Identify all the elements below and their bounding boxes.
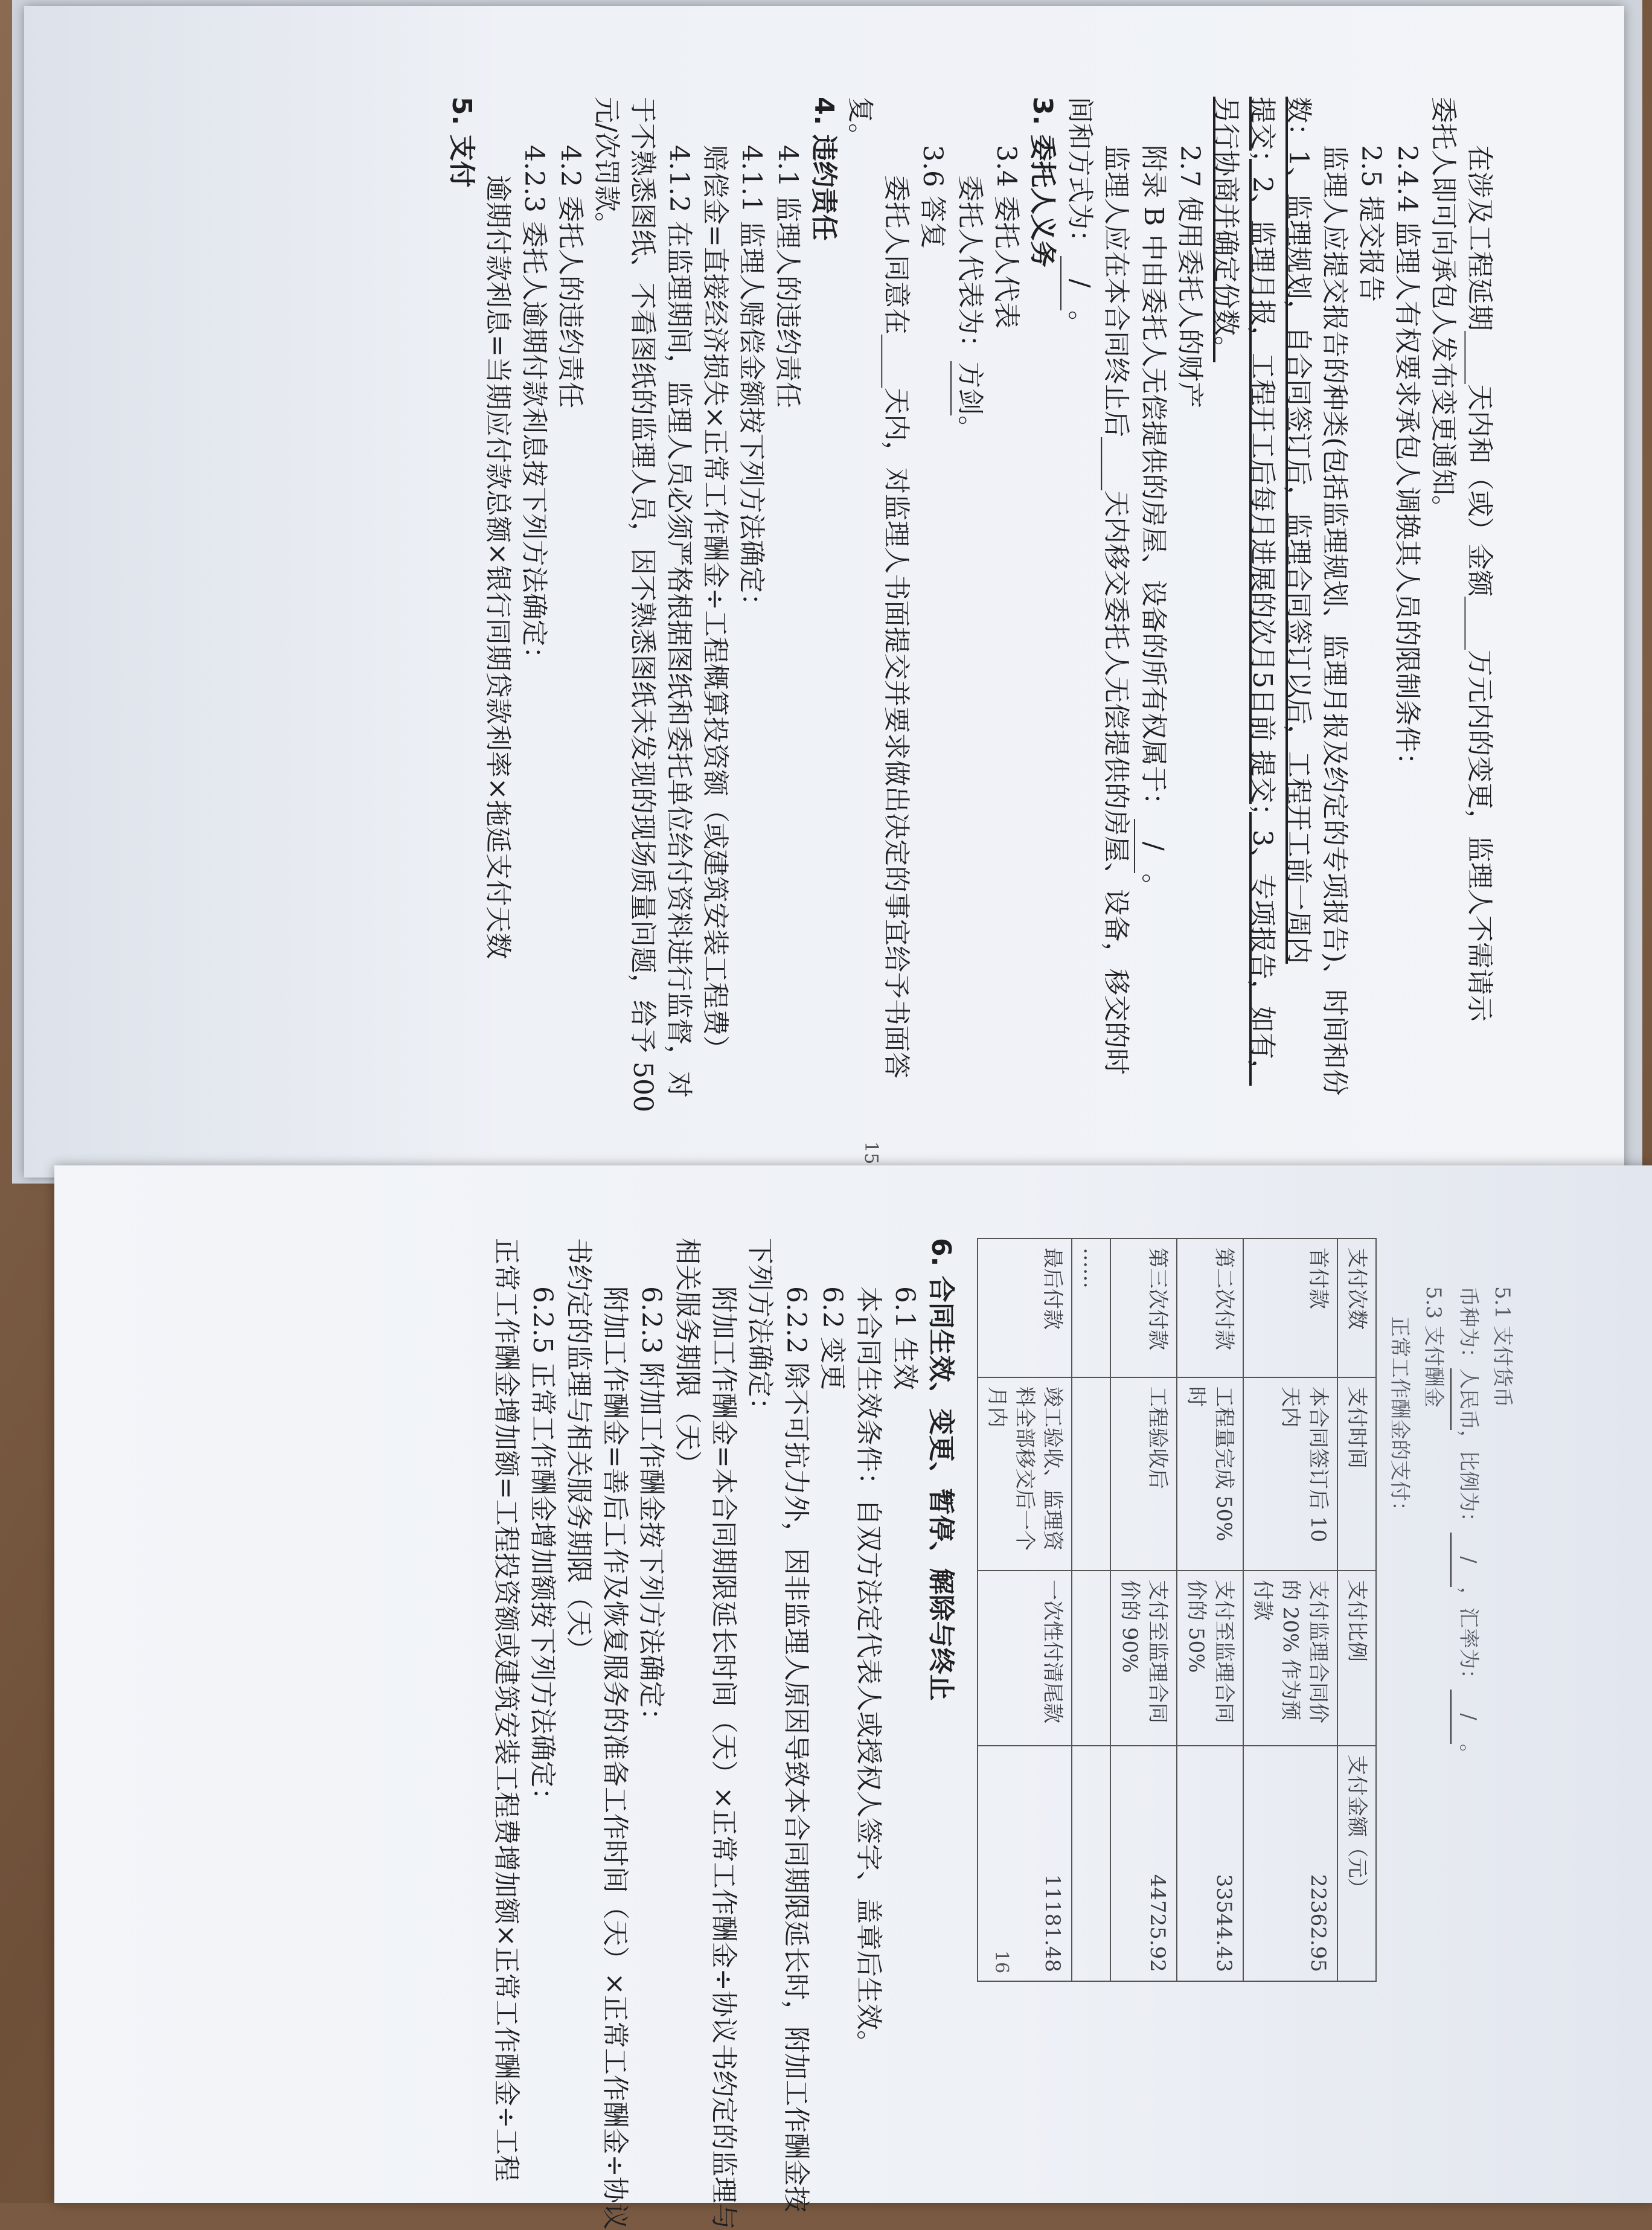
- text-line: 另行协商并确定份数。: [1211, 97, 1241, 362]
- text-line: 在涉及工程延期____天内和（或）金额____万元内的变更，监理人不需请示: [1464, 145, 1495, 1022]
- table-header-cell: 支付次数: [1337, 1238, 1376, 1377]
- section-heading: 3. 委托人义务: [1027, 97, 1058, 268]
- table-cell: 44725.92: [1110, 1746, 1177, 1981]
- table-cell: [1072, 1377, 1110, 1571]
- text-line: 4.1.1 监理人赔偿金额按下列方法确定：: [736, 145, 767, 620]
- text-span: 间和方式为：: [1065, 97, 1095, 256]
- table-cell: 支付至监理合同价的 50%: [1177, 1571, 1243, 1746]
- text-line: 复。: [845, 97, 876, 150]
- text-span: 币种为：: [1456, 1286, 1481, 1368]
- text-line: 书约定的监理与相关服务期限（天）: [563, 1238, 594, 1663]
- table-cell: 第三次付款: [1110, 1238, 1177, 1377]
- text-line: 4.1.2 在监理期间，监理人员必须严格根据图纸和委托单位给付资料进行监督，对: [664, 145, 694, 1098]
- text-line: 元/次罚款。: [591, 97, 622, 239]
- text-line: 于不熟悉图纸、不看图纸的监理人员，因不熟悉图纸未发现的现场质量问题，给予 500: [627, 97, 658, 1112]
- text-line: 监理人应提交报告的种类(包括监理规划、监理月报及约定的专项报告)、时间和份: [1319, 145, 1350, 1096]
- table-cell: 22362.95: [1243, 1746, 1337, 1981]
- table-cell: 工程量完成 50%时: [1177, 1377, 1243, 1571]
- table-cell: 最后付款: [978, 1238, 1072, 1377]
- table-cell: 支付至监理合同价的 90%: [1110, 1571, 1177, 1746]
- table-cell: [1072, 1571, 1110, 1746]
- text-line: 委托人即可向承包人发布变更通知。: [1428, 97, 1459, 522]
- text-line: 本合同生效条件：自双方法定代表人或授权人签字、盖章后生效。: [853, 1286, 884, 2057]
- filled-blank: 人民币: [1450, 1368, 1485, 1430]
- text-line: 附录 B 中由委托人无偿提供的房屋、设备的所有权属于：/。: [1134, 97, 1171, 1051]
- section-heading: 4.2 委托人的违约责任: [555, 145, 586, 408]
- text-line: 相关服务期限（天）: [672, 1238, 703, 1477]
- text-span: 附录 B 中由委托人无偿提供的房屋、设备的所有权属于：: [1138, 145, 1169, 819]
- table-cell: [1072, 1746, 1110, 1981]
- section-heading: 3.6 答复: [917, 145, 948, 249]
- text-span: ，汇率为：: [1456, 1587, 1481, 1690]
- filled-blank: /: [1060, 256, 1098, 310]
- text-line: 委托人代表为：方剑。: [950, 97, 988, 1051]
- section-heading: 5.3 支付酬金: [1421, 1286, 1446, 1408]
- page-number: 15: [860, 1141, 882, 1165]
- table-row: [978, 1238, 1072, 1981]
- section-heading: 4. 违约责任: [808, 97, 839, 241]
- table-header-cell: 支付比例: [1337, 1571, 1376, 1746]
- section-heading: 6.2 变更: [817, 1286, 848, 1390]
- page-number: 16: [991, 1950, 1012, 1974]
- text-line: 监理人应在本合同终止后____天内移交委托人无偿提供的房屋、设备，移交的时: [1101, 145, 1132, 1075]
- text-line: 委托人同意在____天内，对监理人书面提交并要求做出决定的事宜给予书面答: [881, 175, 912, 1078]
- table-row: [1177, 1238, 1243, 1981]
- text-line: 下列方法确定：: [744, 1238, 775, 1424]
- table-header-cell: 支付时间: [1337, 1377, 1376, 1571]
- section-heading: 2.5 提交报告: [1356, 145, 1386, 302]
- table-cell: 竣工验收、监理资料全部移交后一个月内: [978, 1377, 1072, 1571]
- table-header-cell: 支付金额（元）: [1337, 1746, 1376, 1981]
- page-16-body: [488, 1238, 1519, 2230]
- section-heading: 4.1 监理人的违约责任: [772, 145, 803, 408]
- text-line: 正常工作酬金增加额=工程投资额或建筑安装工程费增加额×正常工作酬金÷工程: [491, 1238, 522, 2182]
- text-line: 间和方式为：/。: [1060, 97, 1098, 1051]
- text-line: 赔偿金=直接经济损失×正常工作酬金÷工程概算投资额（或建筑安装工程费）: [700, 145, 731, 1062]
- text-line: 6.2.2 除不可抗力外，因非监理人原因导致本合同期限延长时，附加工作酬金按: [781, 1286, 812, 2212]
- page-15: [24, 6, 1624, 1177]
- text-line: 6.2.3 附加工作酬金按下列方法确定：: [636, 1286, 667, 1734]
- table-header-row: [1337, 1238, 1376, 1981]
- section-heading: 5.1 支付货币: [1490, 1286, 1514, 1408]
- text-line: 提交；2、监理月报，工程开工后每月进展的次月5日前 提交；3、专项报告，如有，: [1247, 97, 1278, 1086]
- text-line: 正常工作酬金的支付：: [1388, 1316, 1412, 1522]
- text-line: 2.4.4 监理人有权要求承包人调换其人员的限制条件：: [1392, 145, 1423, 779]
- filled-blank: 方剑: [950, 361, 988, 415]
- section-heading: 6. 合同生效、变更、暂停、解除与终止: [926, 1238, 956, 1701]
- table-row: [1072, 1238, 1110, 1981]
- text-line: 附加工作酬金=善后工作及恢复服务的准备工作时间（天）×正常工作酬金÷协议: [600, 1286, 630, 2230]
- payment-table: [977, 1238, 1377, 1982]
- table-cell: 本合同签订后 10 天内: [1243, 1377, 1337, 1571]
- text-line: 逾期付款利息=当期应付款总额×银行同期贷款利率×拖延支付天数: [482, 175, 513, 960]
- table-cell: 第二次付款: [1177, 1238, 1243, 1377]
- text-line: 6.2.5 正常工作酬金增加额按下列方法确定：: [527, 1286, 558, 1814]
- table-cell: 一次性付清尾款: [978, 1571, 1072, 1746]
- text-line: 币种为：人民币，比例为：/，汇率为：/。: [1450, 1238, 1485, 2035]
- filled-blank: /: [1450, 1690, 1485, 1744]
- table-cell: 支付监理合同价的 20% 作为预付款: [1243, 1571, 1337, 1746]
- section-heading: 6.1 生效: [889, 1286, 920, 1390]
- table-cell: 11181.48: [978, 1746, 1072, 1981]
- section-heading: 3.4 委托人代表: [991, 145, 1022, 328]
- table-cell: ……: [1072, 1238, 1110, 1377]
- page-16: [54, 1165, 1652, 2230]
- text-span: ，比例为：: [1456, 1430, 1481, 1533]
- table-cell: 首付款: [1243, 1238, 1337, 1377]
- text-span: 委托人代表为：: [955, 175, 985, 361]
- table-row: [1110, 1238, 1177, 1981]
- table-cell: 工程验收后: [1110, 1377, 1177, 1571]
- filled-blank: /: [1134, 819, 1171, 873]
- text-line: 4.2.3 委托人逾期付款利息按下列方法确定：: [519, 145, 549, 673]
- table-cell: 33544.43: [1177, 1746, 1243, 1981]
- section-heading: 2.7 使用委托人的财产: [1174, 145, 1205, 408]
- table-row: [1243, 1238, 1337, 1981]
- text-line: 附加工作酬金=本合同期限延长时间（天）×正常工作酬金÷协议书约定的监理与: [708, 1286, 739, 2230]
- text-line: 数：1、监理规划，自合同签订后，监理合同签订以后，工程开工前一周内: [1283, 97, 1314, 964]
- page-15-body: [443, 97, 1497, 1112]
- section-heading: 5. 支付: [446, 97, 477, 188]
- filled-blank: /: [1450, 1533, 1485, 1587]
